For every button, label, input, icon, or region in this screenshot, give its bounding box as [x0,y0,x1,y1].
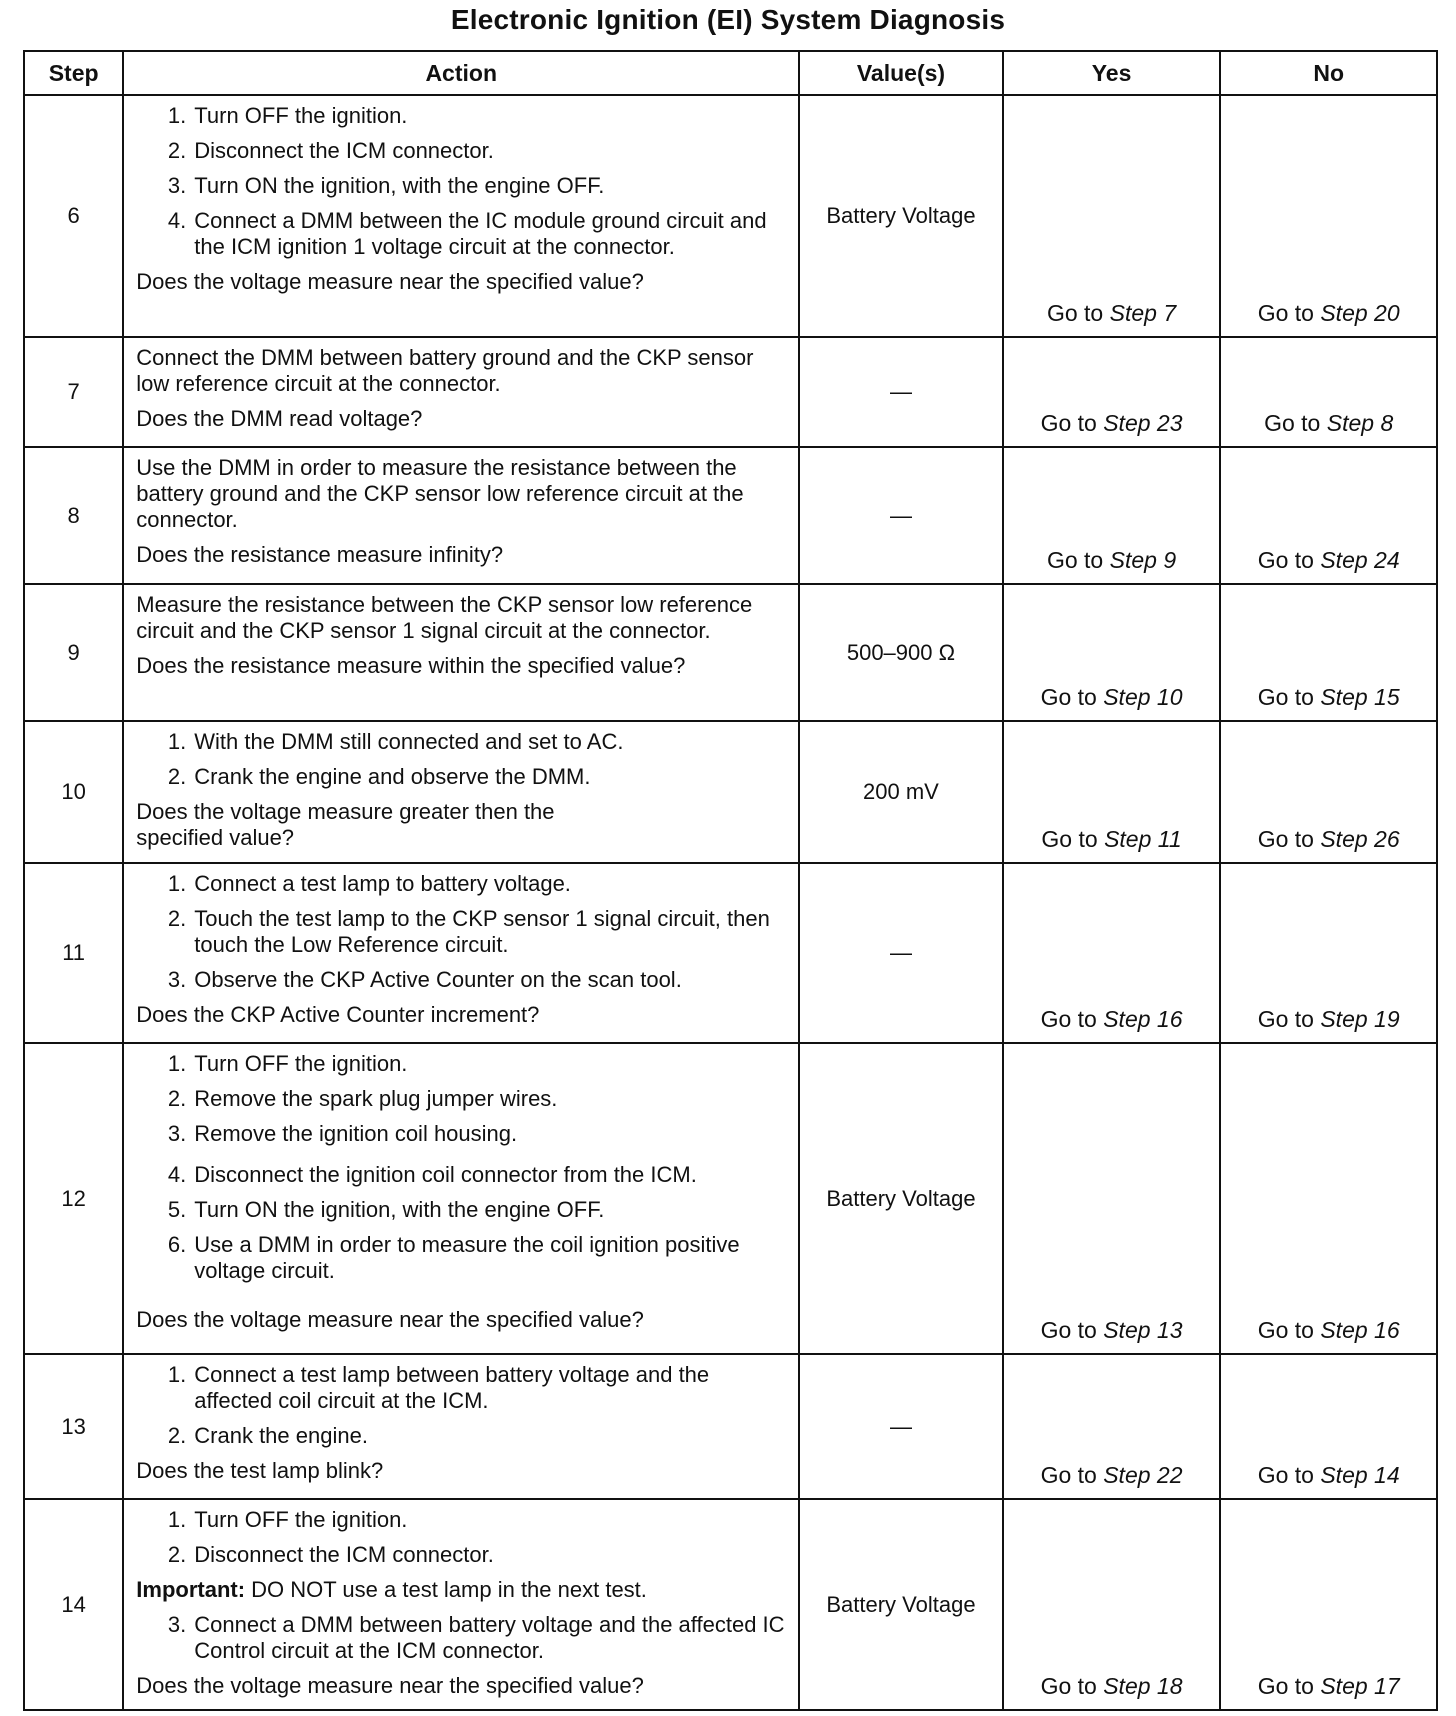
step-number: 14 [24,1499,123,1710]
page-title: Electronic Ignition (EI) System Diagnosis [450,4,1006,35]
step-number: 10 [24,721,123,863]
action-cell [123,863,799,1043]
action-cell [123,1354,799,1499]
no-link[interactable]: Step 20 [1320,300,1400,326]
question: Does the voltage measure near the specified value? [136,1307,644,1332]
list-item: 1. Connect a test lamp between battery voltage and the affected coil circuit at the ICM. [167,1362,710,1413]
step-number: 12 [24,1043,123,1354]
no-link[interactable]: Step 14 [1320,1462,1400,1488]
value-cell: — [799,1354,1003,1499]
step-number: 13 [24,1354,123,1499]
action-cell [123,95,799,337]
no-cell: Go to Step 20 [1220,95,1437,337]
important-note: Important: DO NOT use a test lamp in the next test. [136,1577,647,1602]
question: Does the resistance measure within the specified value? [136,653,686,678]
list-item: 4. Disconnect the ignition coil connector from the ICM. [167,1162,697,1187]
step-number: 9 [24,584,123,721]
yes-link[interactable]: Step 11 [1104,826,1182,852]
yes-link[interactable]: Step 23 [1103,410,1183,436]
step-number: 6 [24,95,123,337]
list-item: 2. Disconnect the ICM connector. [167,1542,494,1567]
yes-cell: Go to Step 18 [1003,1499,1221,1710]
table-row [24,1499,1437,1710]
value-cell: — [799,863,1003,1043]
list-item: 1. Connect a test lamp to battery voltage. [167,871,571,896]
table-row [24,584,1437,721]
action-text: Measure the resistance between the CKP sensor low reference circuit and the CKP sensor 1 signal circuit at the connector. [136,592,753,643]
no-link[interactable]: Step 19 [1320,1006,1400,1032]
step-number: 11 [24,863,123,1043]
value-cell: 500–900 Ω [799,584,1003,721]
action-cell [123,1499,799,1710]
table-row [24,95,1437,337]
no-link[interactable]: Step 15 [1320,684,1400,710]
list-item: 2. Remove the spark plug jumper wires. [167,1086,558,1111]
yes-cell: Go to Step 10 [1003,584,1221,721]
question: Does the DMM read voltage? [136,406,423,431]
list-item: 2. Touch the test lamp to the CKP sensor 1 signal circuit, then touch the Low Reference circuit. [167,906,770,957]
list-item: 2. Disconnect the ICM connector. [167,138,494,163]
table-row [24,447,1437,584]
table-row [24,1354,1437,1499]
action-cell [123,447,799,584]
list-item: 1. Turn OFF the ignition. [167,1507,408,1532]
question: Does the test lamp blink? [136,1458,384,1483]
value-cell: Battery Voltage [799,1043,1003,1354]
yes-cell: Go to Step 16 [1003,863,1221,1043]
no-cell: Go to Step 16 [1220,1043,1437,1354]
list-item: 1. Turn OFF the ignition. [167,1051,408,1076]
list-item: 2. Crank the engine and observe the DMM. [167,764,591,789]
yes-cell: Go to Step 22 [1003,1354,1221,1499]
no-cell: Go to Step 8 [1220,337,1437,447]
table-row [24,863,1437,1043]
value-cell: — [799,447,1003,584]
value-cell: Battery Voltage [799,95,1003,337]
no-cell: Go to Step 26 [1220,721,1437,863]
header-yes: Yes [1003,51,1221,95]
yes-link[interactable]: Step 7 [1109,300,1177,326]
table-row [24,337,1437,447]
value-cell: 200 mV [799,721,1003,863]
no-link[interactable]: Step 24 [1320,547,1400,573]
step-number: 7 [24,337,123,447]
no-link[interactable]: Step 26 [1320,826,1400,852]
yes-cell: Go to Step 7 [1003,95,1221,337]
step-number: 8 [24,447,123,584]
list-item: 3. Connect a DMM between battery voltage and the affected IC Control circuit at the ICM connector. [167,1612,785,1663]
action-cell [123,337,799,447]
list-item: 3. Observe the CKP Active Counter on the scan tool. [167,967,682,992]
yes-cell: Go to Step 13 [1003,1043,1221,1354]
no-cell: Go to Step 19 [1220,863,1437,1043]
action-cell [123,584,799,721]
list-item: 2. Crank the engine. [167,1423,368,1448]
yes-cell: Go to Step 9 [1003,447,1221,584]
question: Does the voltage measure near the specified value? [136,269,644,294]
no-cell: Go to Step 15 [1220,584,1437,721]
question: Does the CKP Active Counter increment? [136,1002,540,1027]
header-value: Value(s) [799,51,1003,95]
value-cell: — [799,337,1003,447]
header-row [24,51,1437,95]
list-item: 3. Turn ON the ignition, with the engine OFF. [167,173,605,198]
diagnosis-table [23,50,1438,1711]
yes-link[interactable]: Step 16 [1103,1006,1183,1032]
question: Does the resistance measure infinity? [136,542,504,567]
no-cell: Go to Step 17 [1220,1499,1437,1710]
list-item: 1. Turn OFF the ignition. [167,103,408,128]
yes-link[interactable]: Step 18 [1103,1673,1183,1699]
list-item: 3. Remove the ignition coil housing. [167,1121,518,1146]
table-row [24,1043,1437,1354]
no-link[interactable]: Step 16 [1320,1317,1400,1343]
list-item: 5. Turn ON the ignition, with the engine OFF. [167,1197,605,1222]
no-link[interactable]: Step 17 [1320,1673,1400,1699]
header-no: No [1220,51,1437,95]
no-link[interactable]: Step 8 [1326,410,1394,436]
yes-link[interactable]: Step 10 [1103,684,1183,710]
value-cell: Battery Voltage [799,1499,1003,1710]
no-cell: Go to Step 14 [1220,1354,1437,1499]
list-item: 1. With the DMM still connected and set to AC. [167,729,624,754]
header-action: Action [123,51,799,95]
list-item: 6. Use a DMM in order to measure the coil ignition positive voltage circuit. [167,1232,740,1283]
yes-link[interactable]: Step 13 [1103,1317,1183,1343]
action-text: Use the DMM in order to measure the resistance between the battery ground and the CKP sensor low reference circuit at the connector. [136,455,744,532]
action-cell [123,1043,799,1354]
yes-cell: Go to Step 11 [1003,721,1221,863]
action-cell [123,721,799,863]
yes-cell: Go to Step 23 [1003,337,1221,447]
no-cell: Go to Step 24 [1220,447,1437,584]
yes-link[interactable]: Step 9 [1109,547,1177,573]
yes-link[interactable]: Step 22 [1103,1462,1183,1488]
question: Does the voltage measure near the specified value? [136,1673,644,1698]
header-step: Step [24,51,123,95]
list-item: 4. Connect a DMM between the IC module ground circuit and the ICM ignition 1 voltage circuit at the connector. [167,208,767,259]
table-row [24,721,1437,863]
question: Does the voltage measure greater then the specified value? [136,799,555,850]
action-text: Connect the DMM between battery ground and the CKP sensor low reference circuit at the connector. [136,345,754,396]
